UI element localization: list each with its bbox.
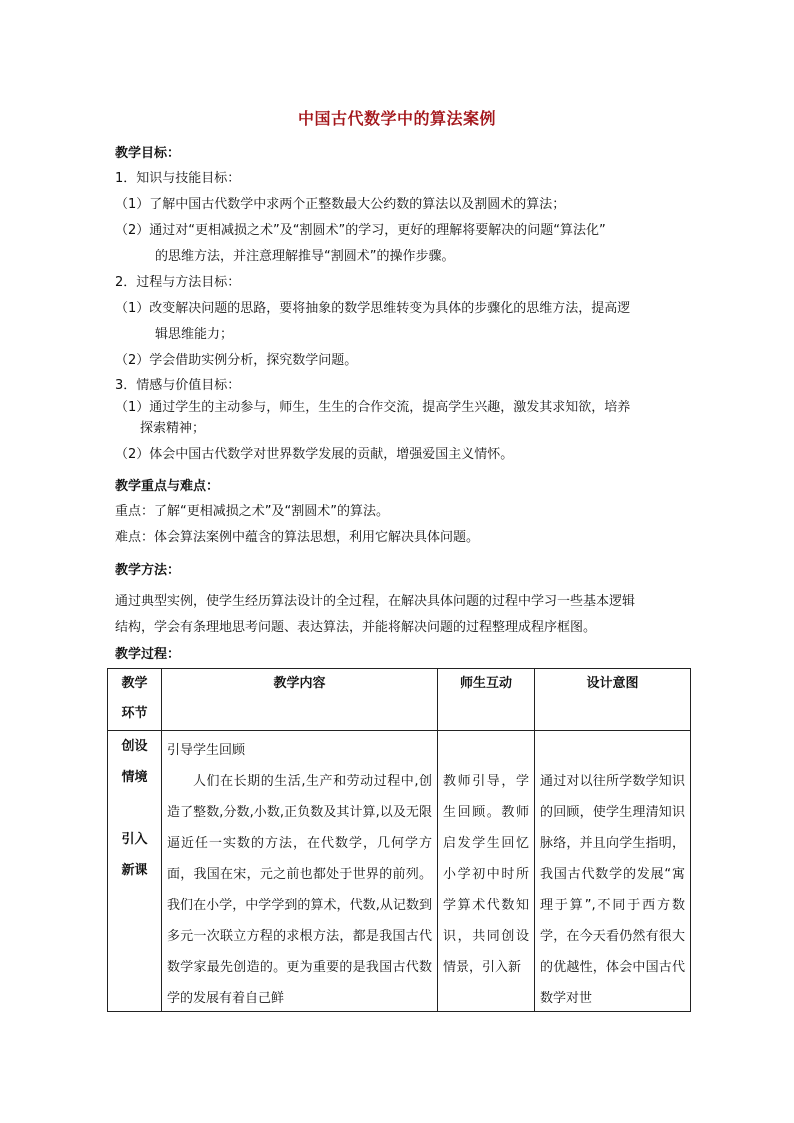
method-heading: 教学方法： bbox=[115, 563, 181, 578]
objective-3-item-1-line-2: 探索精神； bbox=[140, 421, 206, 436]
keypoints-heading: 教学重点与难点： bbox=[115, 479, 220, 494]
stage-line-4: 新课 bbox=[121, 863, 148, 878]
stage-line-2: 情境 bbox=[121, 770, 148, 785]
objective-3-item-1-line-1: （1）通过学生的主动参与，师生，生生的合作交流，提高学生兴趣，激发其求知欲，培养 bbox=[115, 400, 631, 415]
objective-1-item-2-line-2: 的思维方法，并注意理解推导“割圆术”的操作步骤。 bbox=[155, 249, 455, 264]
content-cell bbox=[162, 731, 438, 1012]
interaction-cell bbox=[438, 731, 535, 1012]
keypoint-text: 重点：了解“更相减损之术”及“割圆术”的算法。 bbox=[115, 504, 389, 519]
header-content: 教学内容 bbox=[162, 669, 438, 731]
objective-2-item-1-line-1: （1）改变解决问题的思路，要将抽象的数学思维转变为具体的步骤化的思维方法，提高逻 bbox=[115, 301, 631, 316]
objective-3-heading: 3．情感与价值目标： bbox=[115, 378, 241, 393]
method-text-line-1: 通过典型实例，使学生经历算法设计的全过程，在解决具体问题的过程中学习一些基本逻辑 bbox=[115, 594, 636, 609]
header-interaction: 师生互动 bbox=[438, 669, 535, 731]
process-heading: 教学过程： bbox=[115, 647, 181, 662]
intent-text: 通过对以往所学数学知识的回顾，使学生理清知识脉络，并且向学生指明，我国古代数学的发展“寓理于算”,不同于西方数学，在今天看仍然有很大的优越性，体会中国古代数学对世 bbox=[540, 774, 685, 1006]
objective-1-item-2-line-1: （2）通过对“更相减损之术”及“割圆术”的学习，更好的理解将要解决的问题“算法化” bbox=[115, 223, 606, 238]
objective-1-heading: 1．知识与技能目标： bbox=[115, 171, 241, 186]
intent-cell bbox=[535, 731, 691, 1012]
method-text-line-2: 结构，学会有条理地思考问题、表达算法，并能将解决问题的过程整理成程序框图。 bbox=[115, 620, 597, 635]
table-header-row bbox=[108, 669, 691, 731]
stage-cell bbox=[108, 731, 162, 1012]
objective-3-item-2: （2）体会中国古代数学对世界数学发展的贡献，增强爱国主义情怀。 bbox=[115, 447, 514, 462]
objectives-heading: 教学目标： bbox=[115, 146, 181, 161]
objective-2-item-1-line-2: 辑思维能力； bbox=[155, 327, 234, 342]
table-row bbox=[108, 731, 691, 1012]
header-stage bbox=[108, 669, 162, 731]
interaction-text: 教师引导，学生回顾。教师启发学生回忆小学初中时所学算术代数知识，共同创设情景，引入新 bbox=[443, 774, 529, 975]
objective-2-item-2: （2）学会借助实例分析，探究数学问题。 bbox=[115, 353, 358, 368]
document-title: 中国古代数学中的算法案例 bbox=[297, 109, 496, 128]
objective-2-heading: 2．过程与方法目标： bbox=[115, 275, 241, 290]
stage-line-3: 引入 bbox=[121, 832, 148, 847]
content-intro: 引导学生回顾 bbox=[167, 743, 246, 758]
content-paragraph: 人们在长期的生活,生产和劳动过程中,创造了整数,分数,小数,正负数及其计算,以及无限逼近任一实数的方法，在代数学，几何学方面，我国在宋，元之前也都处于世界的前列。我们在小学，中学学到的算术，代数,从记数到多元一次联立方程的求根方法，都是我国古代数学家最先创造的。更为重要的是我国古代数学的发展有着自己鲜 bbox=[167, 774, 432, 1006]
difficulty-text: 难点：体会算法案例中蕴含的算法思想，利用它解决具体问题。 bbox=[115, 530, 480, 545]
header-stage-line-1: 教学 bbox=[121, 676, 148, 691]
header-stage-line-2: 环节 bbox=[121, 706, 148, 721]
objective-1-item-1: （1）了解中国古代数学中求两个正整数最大公约数的算法以及割圆术的算法； bbox=[115, 197, 566, 212]
header-intent: 设计意图 bbox=[535, 669, 691, 731]
stage-line-1: 创设 bbox=[121, 739, 148, 754]
teaching-process-table bbox=[107, 668, 691, 1012]
